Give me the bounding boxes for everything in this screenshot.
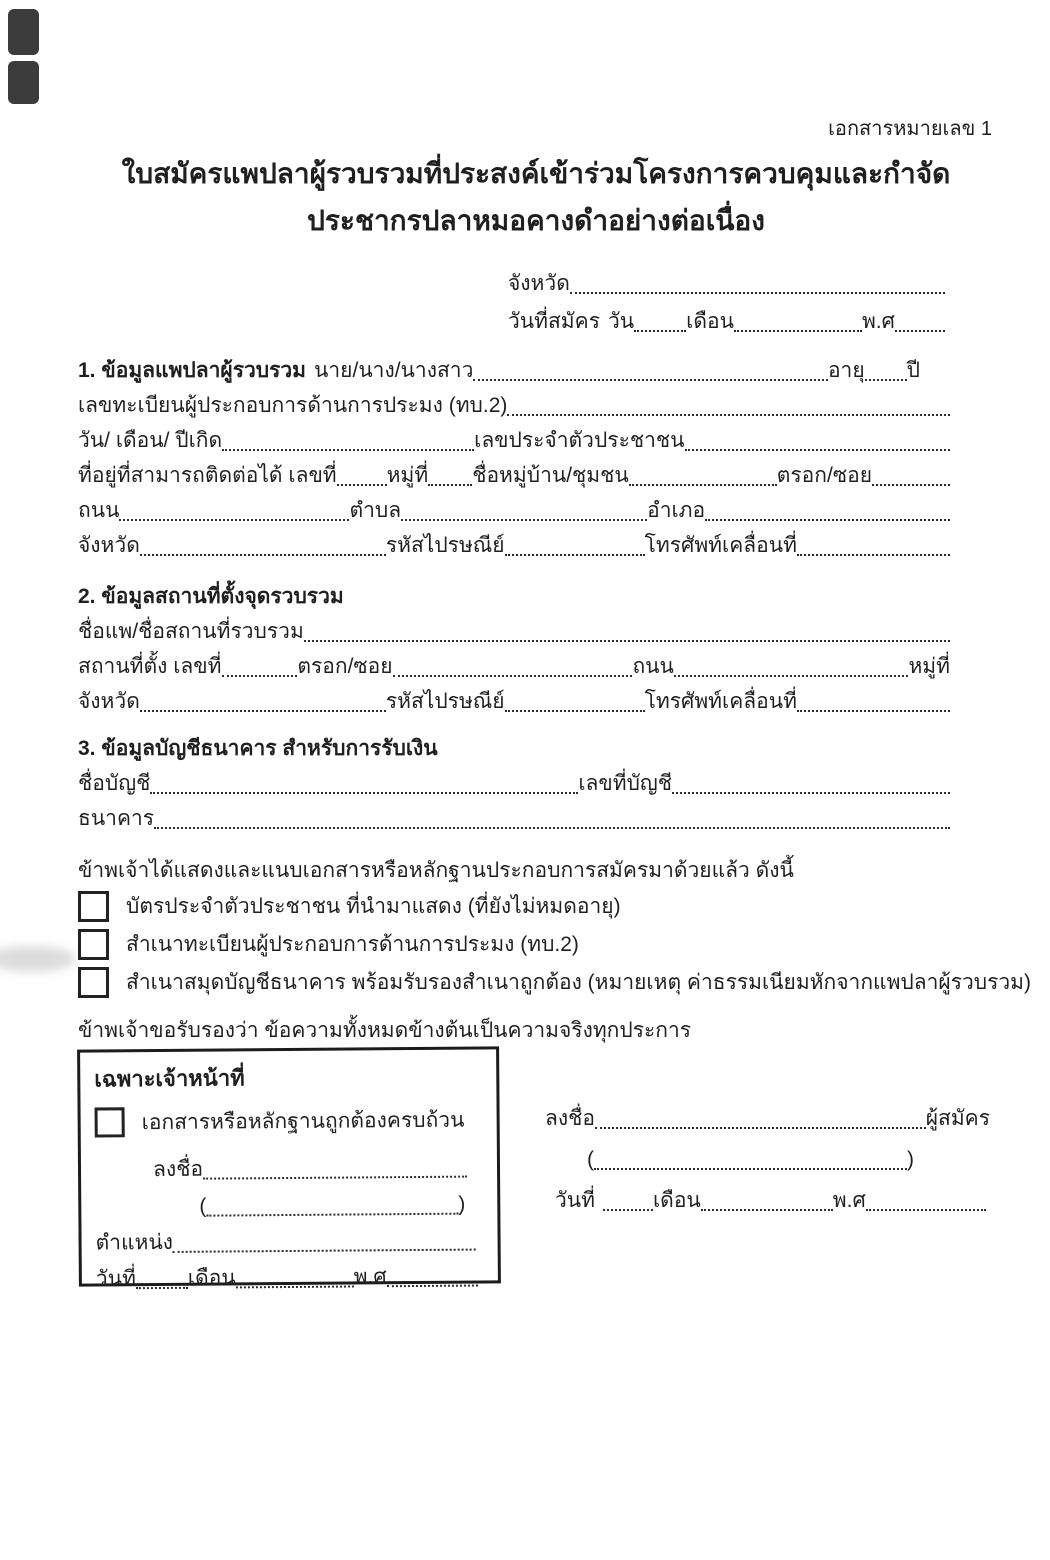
dotted-field-place-name — [304, 638, 950, 642]
dotted-field-lane — [872, 482, 950, 486]
attachment-item-label: สำเนาสมุดบัญชีธนาคาร พร้อมรับรองสำเนาถูกต้อง (หมายเหตุ ค่าธรรมเนียมหักจากแพปลาผู้รวบรวม) — [126, 970, 1032, 994]
apply-date-line — [508, 300, 945, 338]
lane-label: ตรอก/ซอย — [776, 464, 873, 487]
dotted-field-subdistrict — [401, 517, 647, 521]
dotted-field-district — [705, 517, 950, 521]
dotted-field-applicant-year — [866, 1207, 986, 1211]
certification-statement: ข้าพเจ้าขอรับรองว่า ข้อความทั้งหมดข้างต้นเป็นความจริงทุกประการ — [78, 1019, 692, 1042]
checkbox-unchecked-icon — [78, 891, 109, 922]
form-title-line2: ประชากรปลาหมอคางดำอย่างต่อเนื่อง — [307, 205, 765, 236]
paren-open: ( — [199, 1194, 207, 1218]
applicant-signature-block — [545, 1092, 990, 1217]
officer-only-box — [77, 1046, 501, 1291]
officer-check-row — [94, 1097, 482, 1144]
road-line — [78, 492, 950, 527]
header-fields — [508, 262, 945, 338]
dotted-field-name — [473, 377, 828, 381]
province-postcode-line — [78, 683, 950, 718]
age-unit-label: ปี — [906, 359, 920, 382]
section-2-heading-line — [78, 578, 950, 613]
dotted-field-officer-month — [236, 1283, 354, 1288]
account-no-label: เลขที่บัญชี — [578, 772, 673, 795]
mobile-label: โทรศัพท์เคลื่อนที่ — [644, 690, 797, 713]
paren-open: ( — [587, 1148, 594, 1171]
dotted-field-fisheries-reg — [507, 412, 950, 416]
dotted-field-applicant-month — [701, 1207, 833, 1211]
lane-label: ตรอก/ซอย — [297, 655, 393, 678]
road-label: ถนน — [78, 499, 120, 522]
birthdate-line — [78, 422, 950, 457]
scan-smudge — [0, 946, 76, 972]
dotted-field-year — [895, 328, 945, 332]
dotted-field-day — [634, 328, 686, 332]
postcode-label: รหัสไปรษณีย์ — [385, 690, 505, 713]
fisheries-reg-label: เลขทะเบียนผู้ประกอบการด้านการประมง (ทบ.2) — [78, 394, 508, 417]
attachment-item-label: สำเนาทะเบียนผู้ประกอบการด้านการประมง (ทบ.2) — [126, 932, 579, 956]
dotted-field-account-no — [672, 790, 950, 794]
dotted-field-moo — [428, 482, 472, 486]
applicant-label: ผู้สมัคร — [925, 1107, 990, 1130]
officer-sign-label: ลงชื่อ — [152, 1157, 204, 1182]
dotted-field-officer-year — [387, 1283, 478, 1288]
name-line — [78, 352, 950, 387]
paren-close: ) — [458, 1192, 466, 1216]
citizen-id-label: เลขประจำตัวประชาชน — [474, 429, 685, 452]
district-label: อำเภอ — [647, 499, 706, 522]
dotted-field-officer-sign — [203, 1174, 467, 1180]
dotted-field-province — [140, 708, 386, 712]
moo-label: หมู่ที่ — [386, 464, 429, 487]
province-label: จังหวัด — [508, 272, 570, 295]
applicant-sign-name-line — [545, 1135, 990, 1176]
checkbox-unchecked-icon — [78, 967, 109, 998]
dotted-field-house-no — [337, 482, 387, 486]
dotted-field-birthdate — [222, 447, 474, 451]
officer-position-label: ตำแหน่ง — [95, 1230, 174, 1255]
dotted-field-officer-name — [206, 1211, 458, 1217]
dotted-field-postcode — [505, 552, 645, 556]
dotted-field-month — [734, 328, 862, 332]
bank-label: ธนาคาร — [78, 807, 155, 830]
applicant-sign-label: ลงชื่อ — [545, 1107, 595, 1130]
bank-line — [78, 800, 950, 835]
applicant-sign-line — [545, 1092, 990, 1135]
mobile-label: โทรศัพท์เคลื่อนที่ — [644, 534, 797, 557]
dotted-field-province — [140, 552, 386, 556]
section-3-bank-info — [78, 730, 950, 835]
attachments-intro-label: ข้าพเจ้าได้แสดงและแนบเอกสารหรือหลักฐานประกอบการสมัครมาด้วยแล้ว ดังนี้ — [78, 859, 794, 882]
dotted-field-postcode — [505, 708, 645, 712]
dotted-field-road — [119, 517, 349, 521]
dotted-field-applicant-sign — [595, 1125, 926, 1129]
subdistrict-label: ตำบล — [349, 499, 402, 522]
apply-date-label: วันที่สมัคร — [508, 310, 600, 333]
attachment-item — [78, 925, 983, 963]
officer-date-label: วันที่ — [95, 1267, 136, 1291]
province-label: จังหวัด — [78, 690, 140, 713]
road-label: ถนน — [632, 655, 674, 678]
address-label: ที่อยู่ที่สามารถติดต่อได้ เลขที่ — [78, 464, 337, 487]
dotted-field-location-no — [222, 673, 298, 677]
year-label: พ.ศ — [861, 310, 895, 333]
checkbox-unchecked-icon — [95, 1107, 125, 1137]
section-3-heading: 3. ข้อมูลบัญชีธนาคาร สำหรับการรับเงิน — [78, 737, 438, 760]
officer-sign-name-line — [95, 1183, 483, 1223]
dotted-field-applicant-day — [603, 1207, 653, 1211]
form-title — [0, 150, 1050, 244]
section-1-heading: 1. ข้อมูลแพปลาผู้รวบรวม — [78, 359, 307, 382]
attachment-item — [78, 887, 983, 925]
form-title-line1: ใบสมัครแพปลาผู้รวบรวมที่ประสงค์เข้าร่วมโครงการควบคุมและกำจัด — [121, 158, 951, 189]
dotted-field-province — [570, 290, 945, 294]
dotted-field-mobile — [797, 552, 950, 556]
postcode-label: รหัสไปรษณีย์ — [385, 534, 505, 557]
dotted-field-village — [629, 482, 777, 486]
dotted-field-lane — [393, 673, 633, 677]
location-label: สถานที่ตั้ง เลขที่ — [78, 655, 222, 678]
officer-box-title: เฉพาะเจ้าหน้าที่ — [94, 1065, 245, 1092]
attachment-item-label: บัตรประจำตัวประชาชน ที่นำมาแสดง (ที่ยังไม่หมดอายุ) — [126, 894, 621, 918]
name-prefix-label: นาย/นาง/นางสาว — [314, 359, 474, 382]
account-line — [78, 765, 950, 800]
dotted-field-account-name — [150, 790, 578, 794]
document-number: เอกสารหมายเลข 1 — [828, 118, 992, 140]
paren-close: ) — [907, 1148, 914, 1171]
account-name-label: ชื่อบัญชี — [78, 772, 151, 795]
officer-position-line — [95, 1220, 483, 1259]
dotted-field-road — [674, 673, 909, 677]
location-line — [78, 648, 950, 683]
officer-year-label: พ.ศ — [353, 1265, 387, 1289]
scan-artifact-mark — [8, 61, 39, 104]
attachments-intro — [78, 847, 983, 887]
dotted-field-mobile — [797, 708, 950, 712]
birthdate-label: วัน/ เดือน/ ปีเกิด — [78, 429, 223, 452]
scan-artifact-mark — [8, 9, 39, 55]
section-3-heading-line — [78, 730, 950, 765]
village-label: ชื่อหมู่บ้าน/ชุมชน — [472, 464, 629, 487]
section-2-location-info — [78, 578, 950, 718]
fisheries-reg-line — [78, 387, 950, 422]
attachments-section — [78, 847, 1032, 1001]
dotted-field-bank — [154, 825, 950, 829]
officer-month-label: เดือน — [187, 1266, 236, 1290]
dotted-field-citizen-id — [685, 447, 951, 451]
section-1-applicant-info — [78, 352, 950, 562]
day-label: วัน — [607, 310, 635, 333]
province-label: จังหวัด — [78, 534, 140, 557]
province-line — [508, 262, 945, 300]
province-postcode-line — [78, 527, 950, 562]
applicant-date-label: วันที่ — [555, 1189, 595, 1212]
dotted-field-officer-day — [136, 1285, 188, 1289]
place-name-line — [78, 613, 950, 648]
address-line — [78, 457, 950, 492]
age-label: อายุ — [827, 359, 865, 382]
dotted-field-officer-position — [173, 1247, 476, 1253]
officer-sign-line — [95, 1141, 483, 1186]
checkbox-unchecked-icon — [78, 929, 109, 960]
attachment-item — [78, 963, 1032, 1001]
moo-label: หมู่ที่ — [908, 655, 950, 678]
dotted-field-age — [865, 377, 907, 381]
applicant-year-label: พ.ศ — [832, 1189, 866, 1212]
month-label: เดือน — [686, 310, 734, 333]
applicant-date-line — [545, 1176, 990, 1217]
officer-date-line — [96, 1256, 484, 1295]
section-2-heading: 2. ข้อมูลสถานที่ตั้งจุดรวบรวม — [78, 585, 344, 608]
dotted-field-applicant-name — [594, 1166, 907, 1170]
place-name-label: ชื่อแพ/ชื่อสถานที่รวบรวม — [78, 620, 304, 643]
applicant-month-label: เดือน — [653, 1189, 701, 1212]
officer-check-label: เอกสารหรือหลักฐานถูกต้องครบถ้วน — [141, 1108, 465, 1134]
